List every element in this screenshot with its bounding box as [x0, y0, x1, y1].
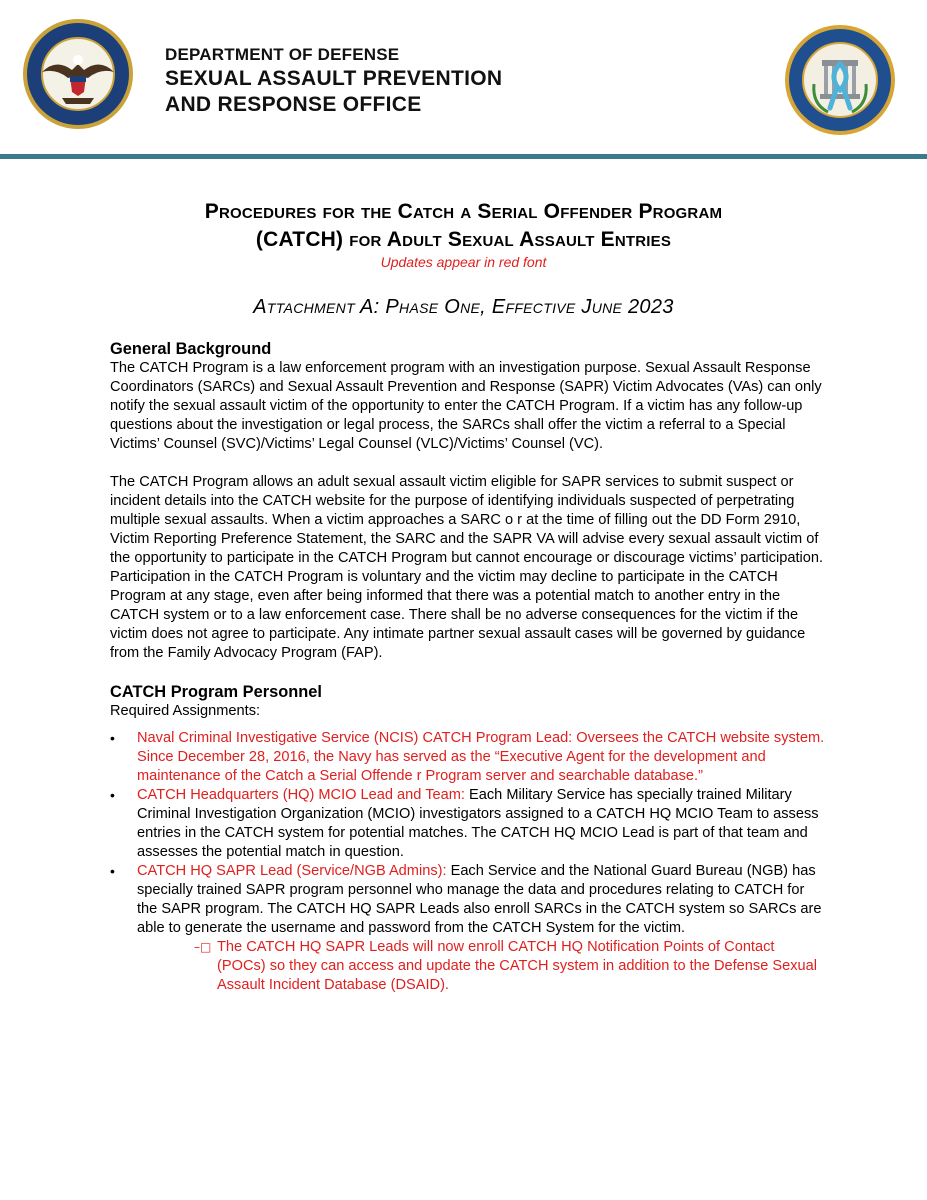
general-background-paragraph-1: The CATCH Program is a law enforcement program with an investigation purpose. Sexual Assault Response Coordinators (SARCs) and Sexual Assault Prevention and Response (SAPR) Victim Advocates (VAs) can only notify the sexual assault victim of the opportunity to enter the CATCH Program. If a victim has any follow-up questions about the investigation or legal process, the SARCs shall offer the victim a referral to a Special Victims’ Counsel (SVC)/Victims’ Legal Counsel (VLC)/Victims’ Counsel (VC). — [110, 360, 822, 452]
required-assignments-label: Required Assignments: — [110, 703, 261, 719]
sapro-seal-icon — [784, 24, 896, 136]
sub-list-item — [110, 938, 825, 995]
list-item — [110, 786, 825, 862]
document-body — [110, 340, 825, 995]
office-name — [165, 44, 502, 118]
attachment-subtitle: Attachment A: Phase One, Effective June 2023 — [253, 296, 674, 318]
list-item — [110, 862, 825, 938]
sapr-lead-text: Each Service and the National Guard Bureau (NGB) has specially trained SAPR program personnel who manage the data and procedures relating to CATCH for the SAPR program. The CATCH HQ SAPR Leads also enroll SARCs in the CATCH system so SARCs are able to generate the username and password from the CATCH System for the victim. — [137, 863, 822, 936]
personnel-heading: CATCH Program Personnel — [110, 683, 322, 701]
letterhead — [0, 0, 927, 162]
org-line-3: AND RESPONSE OFFICE — [165, 93, 422, 116]
mcio-lead-title: CATCH Headquarters (HQ) MCIO Lead and Team: — [137, 787, 465, 803]
assignments-list — [110, 729, 825, 938]
updates-note: Updates appear in red font — [380, 254, 547, 270]
org-line-2: SEXUAL ASSAULT PREVENTION — [165, 67, 503, 90]
mcio-lead-text: Each Military Service has specially trained Military Criminal Investigation Organization (MCIO) investigators assigned to a CATCH HQ MCIO Team to assess entries in the CATCH system for potential matches. The CATCH HQ MCIO Lead is part of that team and assesses the potential match in question. — [137, 787, 819, 860]
list-item — [110, 729, 825, 786]
general-background-paragraph-2: The CATCH Program allows an adult sexual assault victim eligible for SAPR services to submit suspect or incident details into the CATCH website for the purpose of identifying individuals suspected of perpetrating multiple sexual assaults. When a victim approaches a SARC o r at the time of filling out the DD Form 2910, Victim Reporting Preference Statement, the SARC and the SAPR VA will advise every sexual assault victim of the opportunity to participate in the CATCH Program but cannot encourage or discourage victims’ participation. Participation in the CATCH Program is voluntary and the victim may decline to participate in the CATCH Program at any stage, even after being informed that there was a potential match to another entry in the CATCH system or to a law enforcement case. There shall be no adverse consequences for the victim if the victim does not agree to participate. Any intimate partner sexual assault cases will be governed by guidance from the Family Advocacy Program (FAP). — [110, 474, 824, 661]
org-line-1: DEPARTMENT OF DEFENSE — [165, 45, 400, 64]
document-title-line-2: (CATCH) for Adult Sexual Assault Entries — [255, 228, 672, 251]
sapr-lead-title: CATCH HQ SAPR Lead (Service/NGB Admins): — [137, 863, 447, 879]
ncis-lead-text: Naval Criminal Investigative Service (NCIS) CATCH Program Lead: Oversees the CATCH website system. Since December 28, 2016, the Navy has served as the “Executive Agent for the development and maintenance of the Catch a Serial Offende r Program server and searchable database.” — [137, 730, 825, 784]
dod-seal-icon — [22, 18, 134, 130]
sub-bullet-marker: –□ — [194, 940, 212, 954]
document-title-line-1: Procedures for the Catch a Serial Offender Program — [204, 200, 723, 223]
poc-enrollment-text: The CATCH HQ SAPR Leads will now enroll CATCH HQ Notification Points of Contact (POCs) so they can access and update the CATCH system in addition to the Defense Sexual Assault Incident Database (DSAID). — [217, 939, 817, 993]
general-background-heading: General Background — [110, 340, 272, 358]
header-rule — [0, 154, 927, 159]
title-block — [0, 198, 927, 319]
